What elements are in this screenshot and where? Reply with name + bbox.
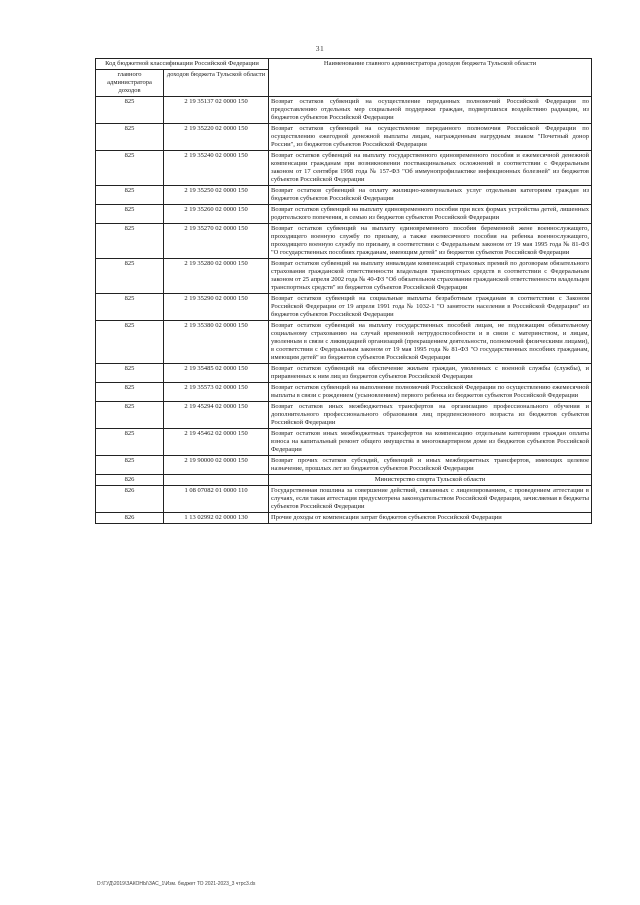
admin-code-cell: 825 xyxy=(96,321,164,364)
description-cell: Возврат остатков иных межбюджетных трансфертов на организацию профессионального обучения и дополнительного профессионального образования лиц предпенсионного возраста из бюджетов субъектов Российской Федерации xyxy=(269,402,592,429)
description-cell: Возврат прочих остатков субсидий, субвенций и иных межбюджетных трансфертов, имеющих целевое назначение, прошлых лет из бюджетов субъектов Российской Федерации xyxy=(269,456,592,475)
header-income-code: доходов бюджета Тульской области xyxy=(164,70,269,97)
admin-code-cell: 825 xyxy=(96,124,164,151)
income-code-cell: 2 19 45294 02 0000 150 xyxy=(164,402,269,429)
income-code-cell: 2 19 35270 02 0000 150 xyxy=(164,224,269,259)
header-admin-name: Наименование главного администратора доходов бюджета Тульской области xyxy=(269,59,592,97)
admin-code-cell: 825 xyxy=(96,364,164,383)
income-code-cell xyxy=(164,475,269,486)
income-code-cell: 2 19 35220 02 0000 150 xyxy=(164,124,269,151)
income-code-cell: 2 19 35137 02 0000 150 xyxy=(164,97,269,124)
admin-code-cell: 825 xyxy=(96,402,164,429)
table-header-row xyxy=(96,59,592,70)
description-cell: Возврат остатков субвенций на выплату государственного единовременного пособия и ежемесячной денежной компенсации гражданам при возникновении поствакцинальных осложнений в соответствии с Федеральным законом от 17 сентября 1998 года № 157-ФЗ "Об иммунопрофилактике инфекционных болезней" из бюджетов субъектов Российской Федерации xyxy=(269,151,592,186)
page-number: 31 xyxy=(315,44,325,53)
description-cell: Возврат остатков субвенций на выполнение полномочий Российской Федерации по осуществлению ежемесячной выплаты в связи с рождением (усыновлением) первого ребенка из бюджетов субъектов Российской Федерации xyxy=(269,383,592,402)
income-code-cell: 2 19 35290 02 0000 150 xyxy=(164,294,269,321)
section-row xyxy=(96,475,592,486)
admin-code-cell: 825 xyxy=(96,294,164,321)
header-classification-code: Код бюджетной классификации Российской Федерации xyxy=(96,59,269,70)
budget-classification-table xyxy=(95,58,592,524)
table-row xyxy=(96,97,592,124)
table-row xyxy=(96,456,592,475)
admin-code-cell: 826 xyxy=(96,513,164,524)
description-cell: Возврат остатков субвенций на выплату инвалидам компенсаций страховых премий по договорам обязательного страхования гражданской ответственности владельцев транспортных средств в соответствии с Федеральным законом от 25 апреля 2002 года № 40-ФЗ "Об обязательном страховании гражданской ответственности владельцев транспортных средств" из бюджетов субъектов Российской Федерации xyxy=(269,259,592,294)
income-code-cell: 2 19 45462 02 0000 150 xyxy=(164,429,269,456)
income-code-cell: 2 19 35240 02 0000 150 xyxy=(164,151,269,186)
admin-code-cell: 825 xyxy=(96,383,164,402)
table-row xyxy=(96,429,592,456)
description-cell: Государственная пошлина за совершение действий, связанных с лицензированием, с проведением аттестации в случаях, если такая аттестация предусмотрена законодательством Российской Федерации, зачисляемая в бюджеты субъектов Российской Федерации xyxy=(269,486,592,513)
description-cell: Возврат остатков субвенций на выплату единовременного пособия беременной жене военнослужащего, проходящего военную службу по призыву, а также ежемесячного пособия на ребенка военнослужащего, проходящего военную службу по призыву, в соответствии с Федеральным законом от 19 мая 1995 года № 81-ФЗ "О государственных пособиях гражданам, имеющим детей" из бюджетов субъектов Российской Федерации xyxy=(269,224,592,259)
description-cell: Возврат остатков субвенций на выплату единовременного пособия при всех формах устройства детей, лишенных родительского попечения, в семью из бюджетов субъектов Российской Федерации xyxy=(269,205,592,224)
description-cell: Возврат остатков субвенций на оплату жилищно-коммунальных услуг отдельным категориям граждан из бюджетов субъектов Российской Федерации xyxy=(269,186,592,205)
table-row xyxy=(96,259,592,294)
table-row xyxy=(96,486,592,513)
admin-code-cell: 825 xyxy=(96,151,164,186)
income-code-cell: 2 19 35485 02 0000 150 xyxy=(164,364,269,383)
income-code-cell: 2 19 35260 02 0000 150 xyxy=(164,205,269,224)
table-row xyxy=(96,294,592,321)
table-row xyxy=(96,124,592,151)
income-code-cell: 2 19 35250 02 0000 150 xyxy=(164,186,269,205)
admin-code-cell: 825 xyxy=(96,186,164,205)
admin-code-cell: 825 xyxy=(96,224,164,259)
section-title: Министерство спорта Тульской области xyxy=(269,475,592,486)
description-cell: Возврат остатков субвенций на социальные выплаты безработным гражданам в соответствии с Законом Российской Федерации от 19 апреля 1991 года № 1032-1 "О занятости населения в Российской Федерации" из бюджетов субъектов Российской Федерации xyxy=(269,294,592,321)
admin-code-cell: 825 xyxy=(96,429,164,456)
description-cell: Возврат остатков субвенций на осуществление переданных полномочий Российской Федерации по предоставлению отдельных мер социальной поддержки граждан, подвергшихся воздействию радиации, из бюджетов субъектов Российской Федерации xyxy=(269,97,592,124)
table-row xyxy=(96,205,592,224)
income-code-cell: 1 08 07082 01 0000 110 xyxy=(164,486,269,513)
admin-code-cell: 826 xyxy=(96,475,164,486)
admin-code-cell: 825 xyxy=(96,97,164,124)
file-path-footer: D:\ГУД\2019\ЗАКОНЫ\ЗАС_1\Изм. бюджет ТО 2021-2023_3 чтрс3.ds xyxy=(97,881,256,887)
admin-code-cell: 825 xyxy=(96,205,164,224)
table-row xyxy=(96,321,592,364)
admin-code-cell: 826 xyxy=(96,486,164,513)
description-cell: Прочие доходы от компенсации затрат бюджетов субъектов Российской Федерации xyxy=(269,513,592,524)
income-code-cell: 2 19 90000 02 0000 150 xyxy=(164,456,269,475)
description-cell: Возврат остатков субвенций на обеспечение жильем граждан, уволенных с военной службы (службы), и приравненных к ним лиц из бюджетов субъектов Российской Федерации xyxy=(269,364,592,383)
header-admin-code: главного администратора доходов xyxy=(96,70,164,97)
table-row xyxy=(96,364,592,383)
income-code-cell: 1 13 02992 02 0000 130 xyxy=(164,513,269,524)
description-cell: Возврат остатков субвенций на выплату государственных пособий лицам, не подлежащим обязательному социальному страхованию на случай временной нетрудоспособности и в связи с материнством, и лицам, уволенным в связи с ликвидацией организаций (прекращением деятельности, полномочий физическими лицами), в соответствии с Федеральным законом от 19 мая 1995 года № 81-ФЗ "О государственных пособиях гражданам, имеющим детей" из бюджетов субъектов Российской Федерации xyxy=(269,321,592,364)
description-cell: Возврат остатков иных межбюджетных трансфертов на компенсацию отдельным категориям граждан оплаты взноса на капитальный ремонт общего имущества в многоквартирном доме из бюджетов субъектов Российской Федерации xyxy=(269,429,592,456)
income-code-cell: 2 19 35280 02 0000 150 xyxy=(164,259,269,294)
table-row xyxy=(96,513,592,524)
description-cell: Возврат остатков субвенций на осуществление переданного полномочия Российской Федерации по осуществлению ежегодной денежной выплаты лицам, награжденным нагрудным знаком "Почетный донор России", из бюджетов субъектов Российской Федерации xyxy=(269,124,592,151)
admin-code-cell: 825 xyxy=(96,259,164,294)
table-row xyxy=(96,224,592,259)
table-body xyxy=(96,97,592,524)
income-code-cell: 2 19 35573 02 0000 150 xyxy=(164,383,269,402)
table-row xyxy=(96,383,592,402)
table-row xyxy=(96,402,592,429)
admin-code-cell: 825 xyxy=(96,456,164,475)
income-code-cell: 2 19 35380 02 0000 150 xyxy=(164,321,269,364)
table-row xyxy=(96,186,592,205)
table-row xyxy=(96,151,592,186)
